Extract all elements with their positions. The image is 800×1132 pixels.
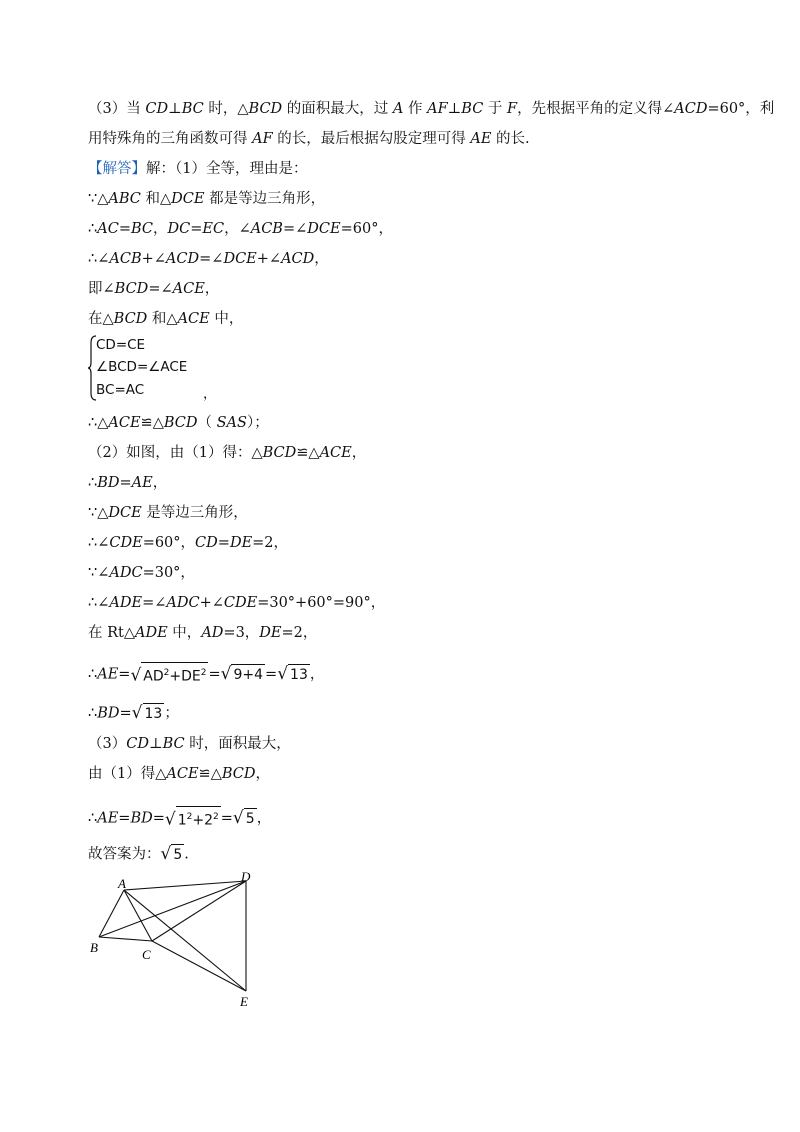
radical-7: √ 5 (160, 844, 183, 864)
solution-heading: 【解答】解：（1）全等，理由是： (88, 161, 308, 177)
label-e: E (240, 994, 248, 1009)
segment-ab (99, 890, 124, 937)
segment-ce (152, 941, 246, 991)
text-line-16: 在 Rt△ADE 中，AD=3，DE=2， (88, 625, 318, 641)
radical-3: √ 13 (277, 663, 308, 684)
radical-2: √ 9+4 (220, 663, 264, 684)
equation-system (88, 335, 288, 401)
label-a: A (118, 876, 126, 891)
text-line-7: 即∠BCD=∠ACE， (88, 281, 220, 297)
text-line-11: ∴BD=AE， (88, 475, 168, 491)
text-line-17: ∴AE=√ $AD^2+DE^2$ =√ 9+4 =√ 13 ， (88, 663, 325, 686)
radical-4: √ 13 (131, 703, 163, 723)
text-line-9: ∴△ACE≌△BCD（ SAS）； (88, 415, 269, 431)
text-line-15: ∴∠ADE=∠ADC+∠CDE=30°+60°=90°， (88, 595, 386, 611)
text-line-20: 由（1）得△ACE≌△BCD， (88, 766, 271, 782)
radical-5: √ $1^2+2^2$ (165, 806, 221, 831)
text-line-22: 故答案为：√ 5 . (88, 844, 189, 864)
geometry-figure (80, 866, 280, 1016)
radical-6: √ 5 (232, 807, 255, 828)
segment-ad (124, 881, 246, 890)
label-b: B (90, 940, 98, 955)
text-line-19: （3）CD⊥BC 时，面积最大， (88, 736, 291, 752)
system-row-2: ∠BCD=∠ACE (96, 359, 188, 375)
text-line-21: ∴AE=BD=√ $1^2+2^2$ =√ 5 ， (88, 807, 272, 830)
system-row-1: CD=CE (96, 337, 146, 353)
system-row-3: BC=AC (96, 382, 145, 398)
answer-tag: 【解答】 (88, 161, 146, 177)
text-line-13: ∴∠CDE=60°，CD=DE=2， (88, 535, 289, 551)
text-line-18: ∴BD=√ 13 ； (88, 703, 179, 723)
text-line-1: （3）当 CD⊥BC 时，△BCD 的面积最大，过 A 作 AF⊥BC 于 F，先根据平角的定义得∠ACD=60°，利 (88, 101, 775, 117)
label-c: C (142, 947, 151, 962)
text-line-4: ∵△ABC 和△DCE 都是等边三角形， (88, 191, 326, 207)
text-line-8: 在△BCD 和△ACE 中， (88, 311, 244, 327)
text-line-2: 用特殊角的三角函数可得 AF 的长，最后根据勾股定理可得 AE 的长. (88, 131, 530, 147)
text-line-6: ∴∠ACB+∠ACD=∠DCE+∠ACD， (88, 251, 329, 267)
text-line-5: ∴AC=BC，DC=EC，∠ACB=∠DCE=60°， (88, 221, 393, 237)
label-d: D (241, 869, 251, 884)
segment-ac (124, 890, 152, 941)
radical-1: √ $AD^2+DE^2$ (130, 662, 208, 687)
text-line-14: ∵∠ADC=30°， (88, 565, 195, 581)
system-comma: ， (203, 386, 217, 402)
text-line-12: ∵△DCE 是等边三角形， (88, 505, 248, 521)
text-line-10: （2）如图，由（1）得：△BCD≌△ACE， (88, 445, 367, 461)
segment-bc (99, 937, 152, 941)
